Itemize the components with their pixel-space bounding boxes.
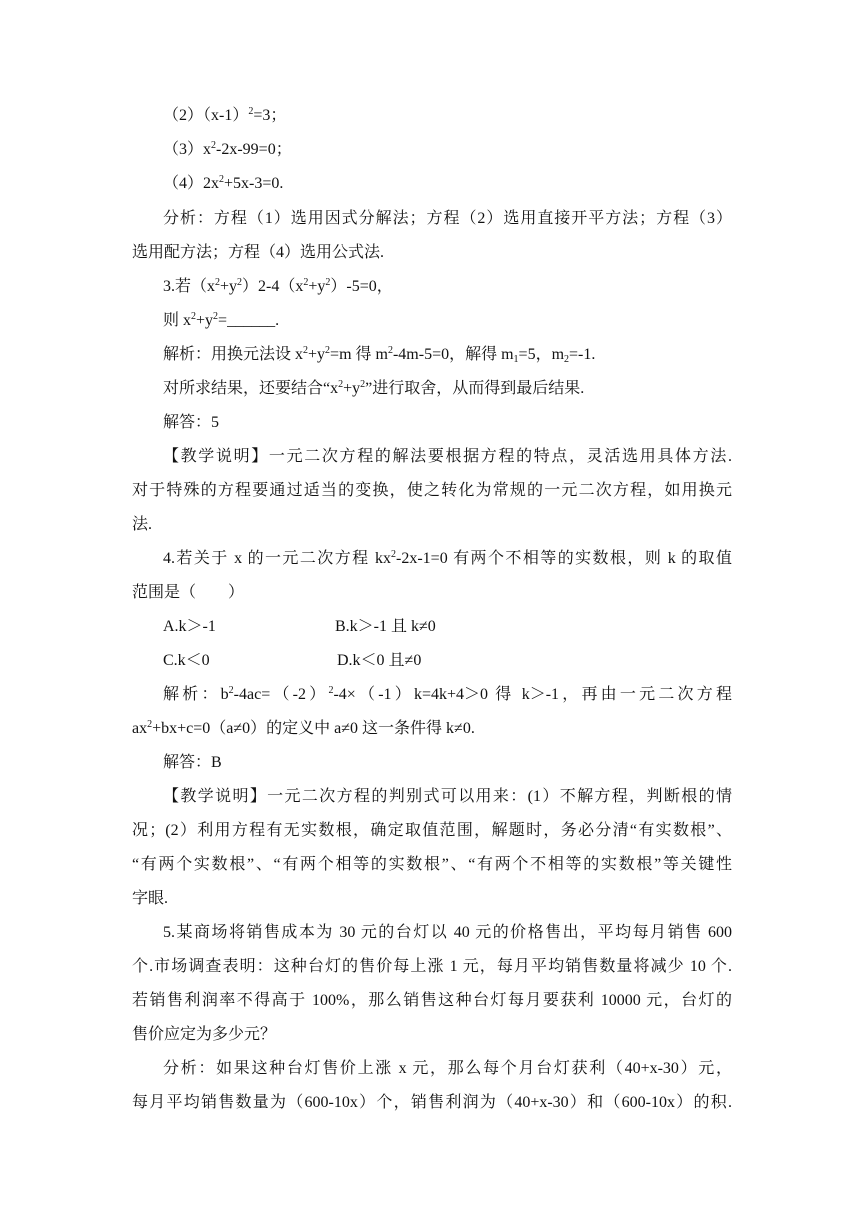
teaching-note-1-line-1: 【教学说明】一元二次方程的解法要根据方程的特点，灵活选用具体方法. xyxy=(163,448,732,465)
q2-item-4: $(4)2x^2+5x-3=0$. xyxy=(163,174,284,192)
q4-analysis-line-1: 解析：$b^2-4ac=(-2)^2-4\times(-1)k=4k+4>0$ 得 k＞-1，再由一元二次方程 xyxy=(163,685,732,703)
q2-analysis-line-1: 分析：方程（1）选用因式分解法；方程（2）选用直接开平方法；方程（3） xyxy=(163,210,732,227)
q5-stem-line-2: 个.市场调查表明：这种台灯的售价每上涨 1 元，每月平均销售数量将减少 10 个. xyxy=(132,958,732,975)
q4-option-b: B.k＞-1 且 k≠0 xyxy=(335,618,436,635)
q5-analysis-line-2: 每月平均销售数量为（600-10x）个，销售利润为（40+x-30）和（600-10x）的积. xyxy=(132,1094,732,1111)
q4-option-d: D.k＜0 且≠0 xyxy=(337,652,422,669)
q5-analysis-line-1: 分析：如果这种台灯售价上涨 x 元，那么每个月台灯获利（40+x-30）元， xyxy=(163,1060,732,1077)
q2-analysis-line-2: 选用配方法；方程（4）选用公式法. xyxy=(132,244,385,261)
q3-question: 则 $x^2+y^2=\_\_\_\_\_\_$. xyxy=(163,311,280,329)
q3-stem: 3.若$(x^2+y^2)2-4(x^2+y^2)-5=0$， xyxy=(163,277,393,295)
q4-stem-line-2: 范围是（ ） xyxy=(132,584,245,601)
q4-option-a: A.k＞-1 xyxy=(163,618,216,635)
q4-stem-line-1: 4.若关于 x 的一元二次方程 $kx^2-2x-1=0$ 有两个不相等的实数根，则 k 的取值 xyxy=(163,549,732,567)
q2-item-2: $(2)(x-1)^2=3$； xyxy=(163,106,287,124)
q2-item-3: $(3)x^2-2x-99=0$； xyxy=(163,140,292,158)
teaching-note-1-line-2: 对于特殊的方程要通过适当的变换，使之转化为常规的一元二次方程，如用换元 xyxy=(132,482,732,499)
q4-option-c: C.k＜0 xyxy=(163,652,210,669)
teaching-note-2-line-4: 字眼. xyxy=(132,890,169,907)
q3-analysis: 解析：用换元法设 $x^2+y^2=m$ 得 $m^2-4m-5=0$，解得 $m_1=5$，$m_2=-1$. xyxy=(163,345,596,365)
teaching-note-1-line-3: 法. xyxy=(132,516,153,533)
q3-answer: 解答：5 xyxy=(163,414,220,431)
q5-stem-line-3: 若销售利润率不得高于 100%，那么销售这种台灯每月要获利 10000 元，台灯的 xyxy=(132,992,732,1009)
teaching-note-2-line-1: 【教学说明】一元二次方程的判别式可以用来：(1）不解方程，判断根的情 xyxy=(163,788,732,805)
q3-note: 对所求结果，还要结合“$x^2+y^2$”进行取舍，从而得到最后结果. xyxy=(163,379,585,397)
teaching-note-2-line-3: “有两个实数根”、“有两个相等的实数根”、“有两个不相等的实数根”等关键性 xyxy=(132,856,732,873)
teaching-note-2-line-2: 况；(2）利用方程有无实数根，确定取值范围，解题时，务必分清“有实数根”、 xyxy=(132,822,732,839)
q4-analysis-line-2: $ax^2+bx+c=0(a\ne 0)$的定义中 a≠0 这一条件得 k≠0. xyxy=(132,719,475,737)
q4-answer: 解答：B xyxy=(163,754,222,771)
q5-stem-line-4: 售价应定为多少元？ xyxy=(132,1026,277,1043)
q5-stem-line-1: 5.某商场将销售成本为 30 元的台灯以 40 元的价格售出，平均每月销售 600 xyxy=(163,924,732,941)
